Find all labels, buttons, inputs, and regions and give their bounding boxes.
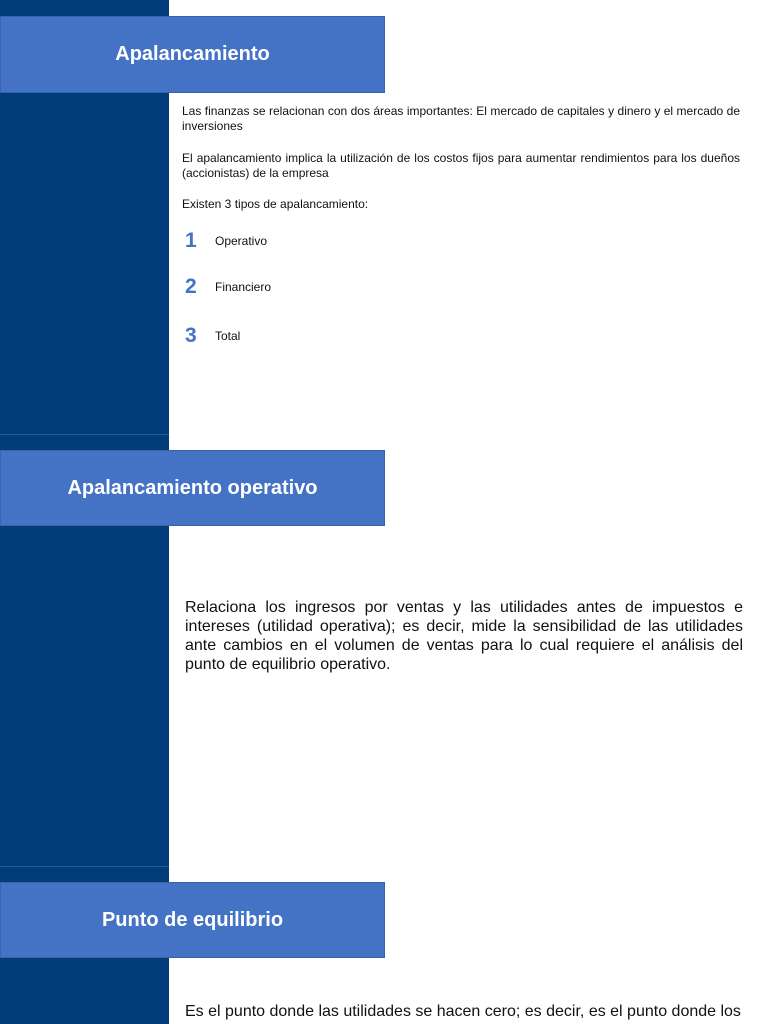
- slide-title-text: Punto de equilibrio: [101, 908, 284, 931]
- slide-separator: [0, 434, 169, 435]
- slide-title: [0, 450, 385, 526]
- list-label: Financiero: [215, 280, 272, 294]
- slide-body: Es el punto donde las utilidades se hacen cero; es decir, es el punto donde los: [185, 1003, 741, 1020]
- slide-apalancamiento: [0, 0, 768, 434]
- slide-separator: [0, 866, 169, 867]
- paragraph: El apalancamiento implica la utilización de los costos fijos para aumentar rendimientos para los dueños (accionistas) de la empresa: [182, 151, 740, 180]
- paragraph: Las finanzas se relacionan con dos áreas importantes: El mercado de capitales y dinero y el mercado de inversiones: [182, 104, 740, 133]
- slide-apalancamiento-operativo: [0, 434, 768, 866]
- slide-title: [0, 16, 385, 93]
- slide-title-text: Apalancamiento: [115, 43, 270, 65]
- list-item: [185, 229, 267, 253]
- list-number: 2: [185, 275, 197, 298]
- paragraph: Existen 3 tipos de apalancamiento:: [182, 197, 369, 211]
- slide-body: Relaciona los ingresos por ventas y las utilidades antes de impuestos e intereses (utilidad operativa); es decir, mide la sensibilidad de las utilidades ante cambios en el volumen de ventas para lo cual requiere el análisis del punto de equilibrio operativo.: [185, 599, 743, 673]
- list-number: 3: [185, 324, 197, 347]
- slide-title: [0, 882, 385, 958]
- list-item: [185, 275, 271, 299]
- slide-punto-de-equilibrio: [0, 866, 768, 1024]
- list-item: [185, 324, 240, 348]
- slide-title-text: Apalancamiento operativo: [67, 476, 318, 499]
- list-label: Operativo: [215, 234, 268, 248]
- list-number: 1: [185, 229, 197, 252]
- list-label: Total: [215, 329, 241, 343]
